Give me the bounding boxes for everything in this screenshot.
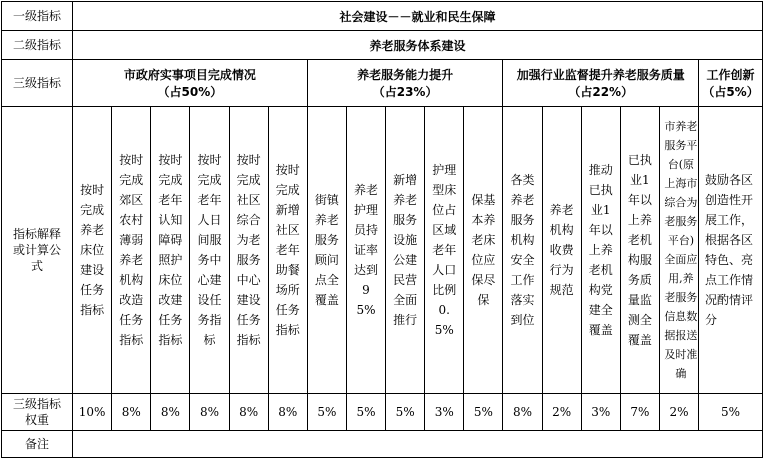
weight-value: 3% [425, 394, 464, 431]
weight-value: 8% [190, 394, 229, 431]
indicator-cell [268, 107, 307, 394]
weight-value: 7% [620, 394, 659, 431]
notes-label: 备注 [2, 431, 73, 458]
row-level1 [2, 2, 763, 31]
indicator-cell [620, 107, 659, 394]
indicator-cell [112, 107, 151, 394]
level3-group-4 [699, 60, 763, 107]
group-title: 市政府实事项目完成情况 [123, 68, 256, 82]
indicator-cell [386, 107, 425, 394]
weight-value: 2% [659, 394, 698, 431]
indicator-text: 鼓励各区创造性开展工作，根据各区特色、亮点工作情况酌情评分 [705, 173, 754, 327]
indicator-cell [151, 107, 190, 394]
indicator-cell [425, 107, 464, 394]
level1-value: 社会建设－－就业和民生保障 [73, 2, 763, 31]
indicator-cell [229, 107, 268, 394]
indicator-cell [503, 107, 542, 394]
indicator-text: 护理型床位占区域老年人口比例0.5% [432, 163, 457, 337]
row-level2 [2, 31, 763, 60]
weight-value: 8% [268, 394, 307, 431]
level3-group-2 [307, 60, 503, 107]
group-pct: （占50%） [157, 85, 223, 99]
group-pct: （占22%） [568, 85, 634, 99]
weight-label-text: 三级指标权重 [13, 397, 62, 427]
indicator-text: 街镇养老服务顾问点全覆盖 [314, 193, 339, 307]
level2-value: 养老服务体系建设 [73, 31, 763, 60]
row-level3 [2, 60, 763, 107]
level3-label: 三级指标 [2, 60, 73, 107]
level1-label: 一级指标 [2, 2, 73, 31]
weight-value: 3% [581, 394, 620, 431]
indicator-text: 养老护理员持证率达到95% [353, 183, 378, 317]
indicator-table [1, 1, 763, 458]
weight-value: 8% [151, 394, 190, 431]
indicator-text: 按时完成养老床位建设任务指标 [80, 183, 105, 317]
indicator-text: 养老机构收费行为规范 [549, 203, 574, 297]
indicator-cell [699, 107, 763, 394]
indicator-text: 保基本养老床位应保尽保 [471, 193, 496, 307]
indicator-text: 市养老服务平台(原上海市综合为老服务平台)全面应用,养老服务信息数据报送及时准确 [664, 120, 698, 380]
row-explain [2, 107, 763, 394]
indicator-text: 按时完成老年认知障碍照护床位改建任务指标 [158, 153, 183, 347]
explain-label-text: 指标解释或计算公式 [13, 227, 62, 273]
weight-value: 2% [542, 394, 581, 431]
group-title: 加强行业监督提升养老服务质量 [516, 68, 685, 82]
indicator-text: 已执业1年以上养老机构服务质量监测全覆盖 [627, 153, 652, 347]
weight-value: 5% [346, 394, 385, 431]
weight-value: 5% [307, 394, 346, 431]
row-notes [2, 431, 763, 458]
weight-value: 10% [73, 394, 112, 431]
indicator-cell [464, 107, 503, 394]
group-pct: （占23%） [372, 85, 438, 99]
indicator-text: 按时完成社区综合为老服务中心建设任务指标 [236, 153, 261, 347]
group-title: 养老服务能力提升 [357, 68, 454, 82]
indicator-cell [346, 107, 385, 394]
level2-label: 二级指标 [2, 31, 73, 60]
row-weight [2, 394, 763, 431]
indicator-text: 按时完成郊区农村薄弱养老机构改造任务指标 [119, 153, 144, 347]
indicator-cell [307, 107, 346, 394]
weight-value: 5% [464, 394, 503, 431]
indicator-cell [581, 107, 620, 394]
weight-value: 8% [503, 394, 542, 431]
explain-label [2, 107, 73, 394]
indicator-text: 各类养老服务机构安全工作落实到位 [510, 173, 535, 327]
indicator-text: 按时完成老年人日间服务中心建设任务指标 [197, 153, 222, 347]
level3-group-1 [73, 60, 308, 107]
weight-value: 8% [112, 394, 151, 431]
weight-label [2, 394, 73, 431]
indicator-cell [73, 107, 112, 394]
weight-value: 8% [229, 394, 268, 431]
indicator-text: 新增养老服务设施公建民营全面推行 [393, 173, 418, 327]
indicator-cell [659, 107, 698, 394]
level3-group-3 [503, 60, 699, 107]
indicator-cell [190, 107, 229, 394]
group-title: 工作创新 [706, 68, 755, 82]
weight-value: 5% [699, 394, 763, 431]
indicator-text: 推动已执业1年以上养老机构党建全覆盖 [588, 163, 613, 337]
weight-value: 5% [386, 394, 425, 431]
group-pct: （占5%） [702, 85, 759, 99]
indicator-cell [542, 107, 581, 394]
notes-value [73, 431, 763, 458]
indicator-text: 按时完成新增社区老年助餐场所任务指标 [275, 163, 300, 337]
